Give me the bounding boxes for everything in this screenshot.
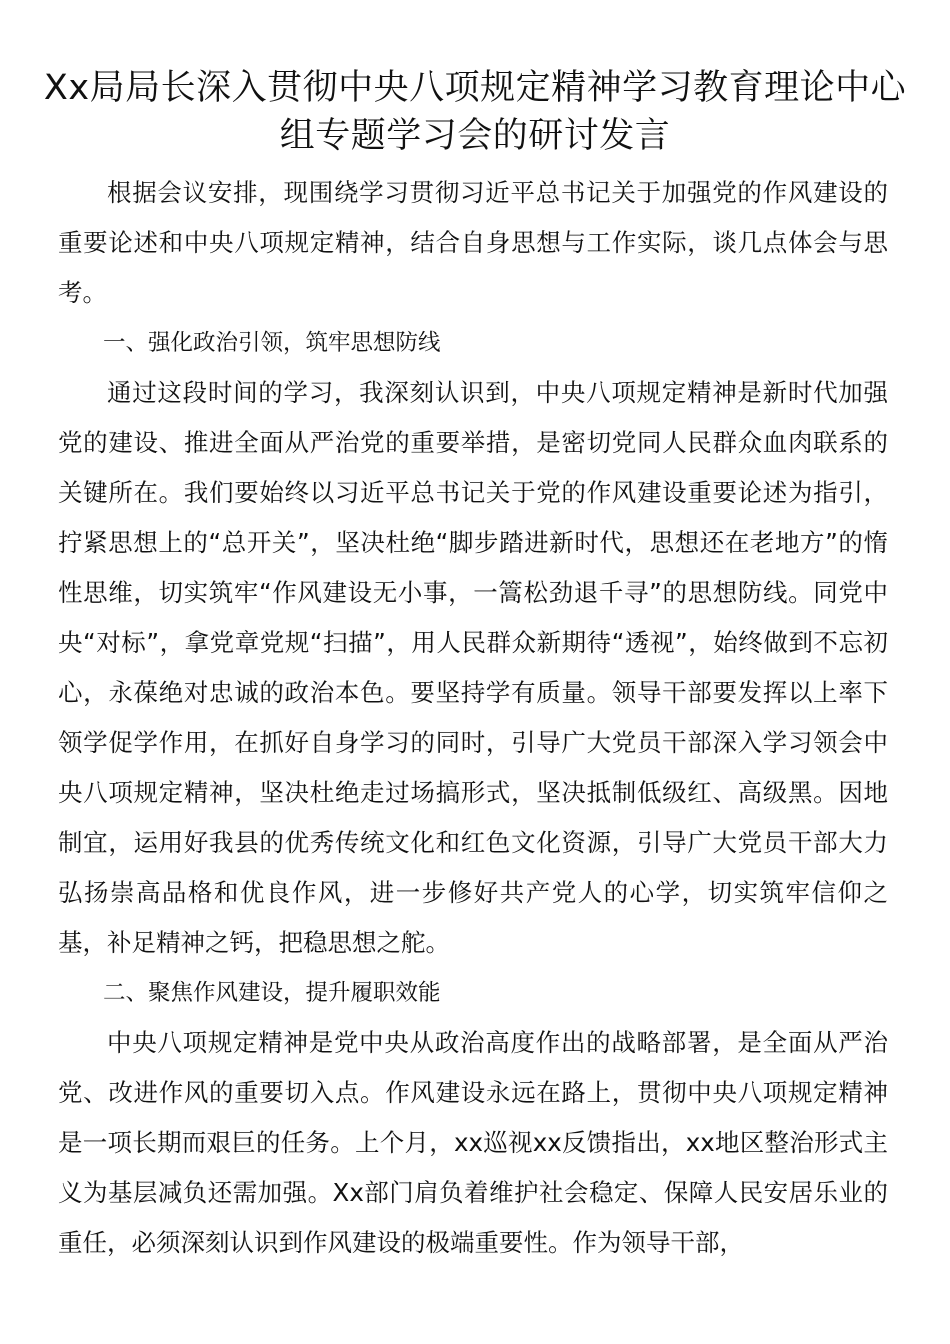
document-title: Xx局局长深入贯彻中央八项规定精神学习教育理论中心组专题学习会的研讨发言	[43, 68, 907, 156]
document-body	[58, 168, 888, 1268]
section-2-paragraph: 中央八项规定精神是党中央从政治高度作出的战略部署，是全面从严治党、改进作风的重要切入点。作风建设永远在路上，贯彻中央八项规定精神是一项长期而艰巨的任务。上个月，xx巡视xx反馈指出，xx地区整治形式主义为基层减负还需加强。Xx部门肩负着维护社会稳定、保障人民安居乐业的重任，必须深刻认识到作风建设的极端重要性。作为领导干部，	[58, 1028, 888, 1257]
section-1-paragraph: 通过这段时间的学习，我深刻认识到，中央八项规定精神是新时代加强党的建设、推进全面从严治党的重要举措，是密切党同人民群众血肉联系的关键所在。我们要始终以习近平总书记关于党的作风建设重要论述为指引，拧紧思想上的“总开关”，坚决杜绝“脚步踏进新时代，思想还在老地方”的惰性思维，切实筑牢“作风建设无小事，一篙松劲退千寻”的思想防线。同党中央“对标”，拿党章党规“扫描”，用人民群众新期待“透视”，始终做到不忘初心，永葆绝对忠诚的政治本色。要坚持学有质量。领导干部要发挥以上率下领学促学作用，在抓好自身学习的同时，引导广大党员干部深入学习领会中央八项规定精神，坚决杜绝走过场搞形式，坚决抵制低级红、高级黑。因地制宜，运用好我县的优秀传统文化和红色文化资源，引导广大党员干部大力弘扬崇高品格和优良作风，进一步修好共产党人的心学，切实筑牢信仰之基，补足精神之钙，把稳思想之舵。	[58, 378, 888, 957]
section-1-heading: 一、强化政治引领，筑牢思想防线	[103, 330, 441, 356]
section-2-heading: 二、聚焦作风建设，提升履职效能	[103, 980, 441, 1006]
intro-paragraph: 根据会议安排，现围绕学习贯彻习近平总书记关于加强党的作风建设的重要论述和中央八项规定精神，结合自身思想与工作实际，谈几点体会与思考。	[58, 178, 888, 307]
